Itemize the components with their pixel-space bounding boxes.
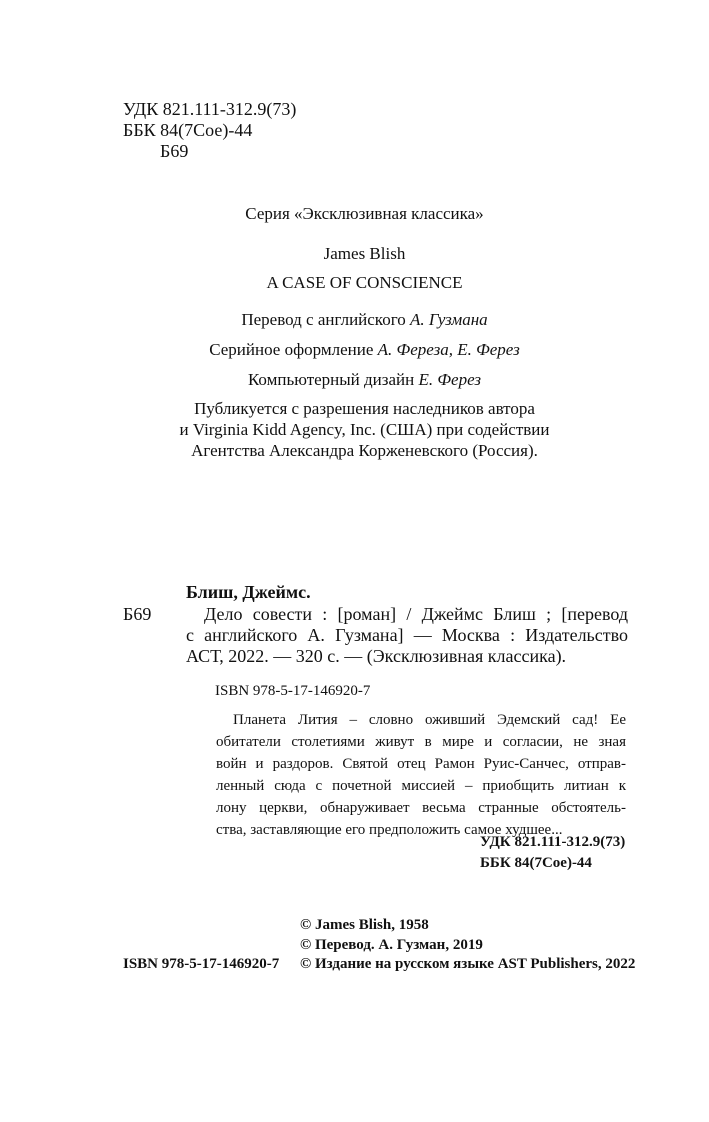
original-author: James Blish xyxy=(323,244,406,263)
catalog-heading: Блиш, Джеймс. xyxy=(186,582,311,602)
translator-name: А. Гузмана xyxy=(410,310,488,329)
series-design-credit xyxy=(0,341,709,358)
abstract-line: ленный сюда с почетной миссией – приобщить литиан к xyxy=(216,778,626,794)
bbk-code: ББК 84(7Сое)-44 xyxy=(123,120,253,140)
copyright-line: © Издание на русском языке AST Publishers, 2022 xyxy=(300,956,636,972)
abstract-line: Планета Лития – словно оживший Эдемский сад! Ее xyxy=(233,712,626,728)
computer-designer-name: Е. Ферез xyxy=(418,370,482,389)
translation-label: Перевод с английского xyxy=(241,310,410,329)
abstract-line: обитатели столетиями живут в мире и согласии, не зная xyxy=(216,734,626,750)
abstract-line: войн и раздоров. Святой отец Рамон Руис-Санчес, отправ- xyxy=(216,756,626,772)
original-title: A CASE OF CONSCIENCE xyxy=(266,273,463,292)
udk-code: УДК 821.111-312.9(73) xyxy=(123,99,297,119)
catalog-isbn: ISBN 978-5-17-146920-7 xyxy=(215,683,371,699)
catalog-line: АСТ, 2022. — 320 с. — (Эксклюзивная классика). xyxy=(186,646,567,666)
computer-design-label: Компьютерный дизайн xyxy=(247,370,419,389)
footer-bbk-code: ББК 84(7Сое)-44 xyxy=(480,855,592,871)
computer-design-credit xyxy=(0,371,709,388)
rights-line: Агентства Александра Корженевского (Россия). xyxy=(191,441,538,460)
copyright-line: © James Blish, 1958 xyxy=(300,917,429,933)
rights-line: Публикуется с разрешения наследников автора xyxy=(194,399,535,418)
series-title: Серия «Эксклюзивная классика» xyxy=(245,204,484,223)
abstract-line: лону церкви, обнаруживает весьма странные обстоятель- xyxy=(216,800,626,816)
copyright-line: © Перевод. А. Гузман, 2019 xyxy=(300,937,483,953)
catalog-code: Б69 xyxy=(123,604,152,624)
catalog-line: Дело совести : [роман] / Джеймс Блиш ; [перевод xyxy=(204,604,628,624)
catalog-line: с английского А. Гузмана] — Москва : Издательство xyxy=(186,625,628,645)
series-design-label: Серийное оформление xyxy=(209,340,378,359)
abstract-line: ства, заставляющие его предположить самое худшее... xyxy=(216,822,563,838)
series-designer-names: А. Фереза, Е. Ферез xyxy=(377,340,520,359)
copyright-isbn: ISBN 978-5-17-146920-7 xyxy=(123,956,280,972)
author-sign-code: Б69 xyxy=(160,141,189,161)
footer-udk-code: УДК 821.111-312.9(73) xyxy=(480,834,626,850)
translation-credit xyxy=(0,311,709,328)
rights-line: и Virginia Kidd Agency, Inc. (США) при содействии xyxy=(179,420,550,439)
